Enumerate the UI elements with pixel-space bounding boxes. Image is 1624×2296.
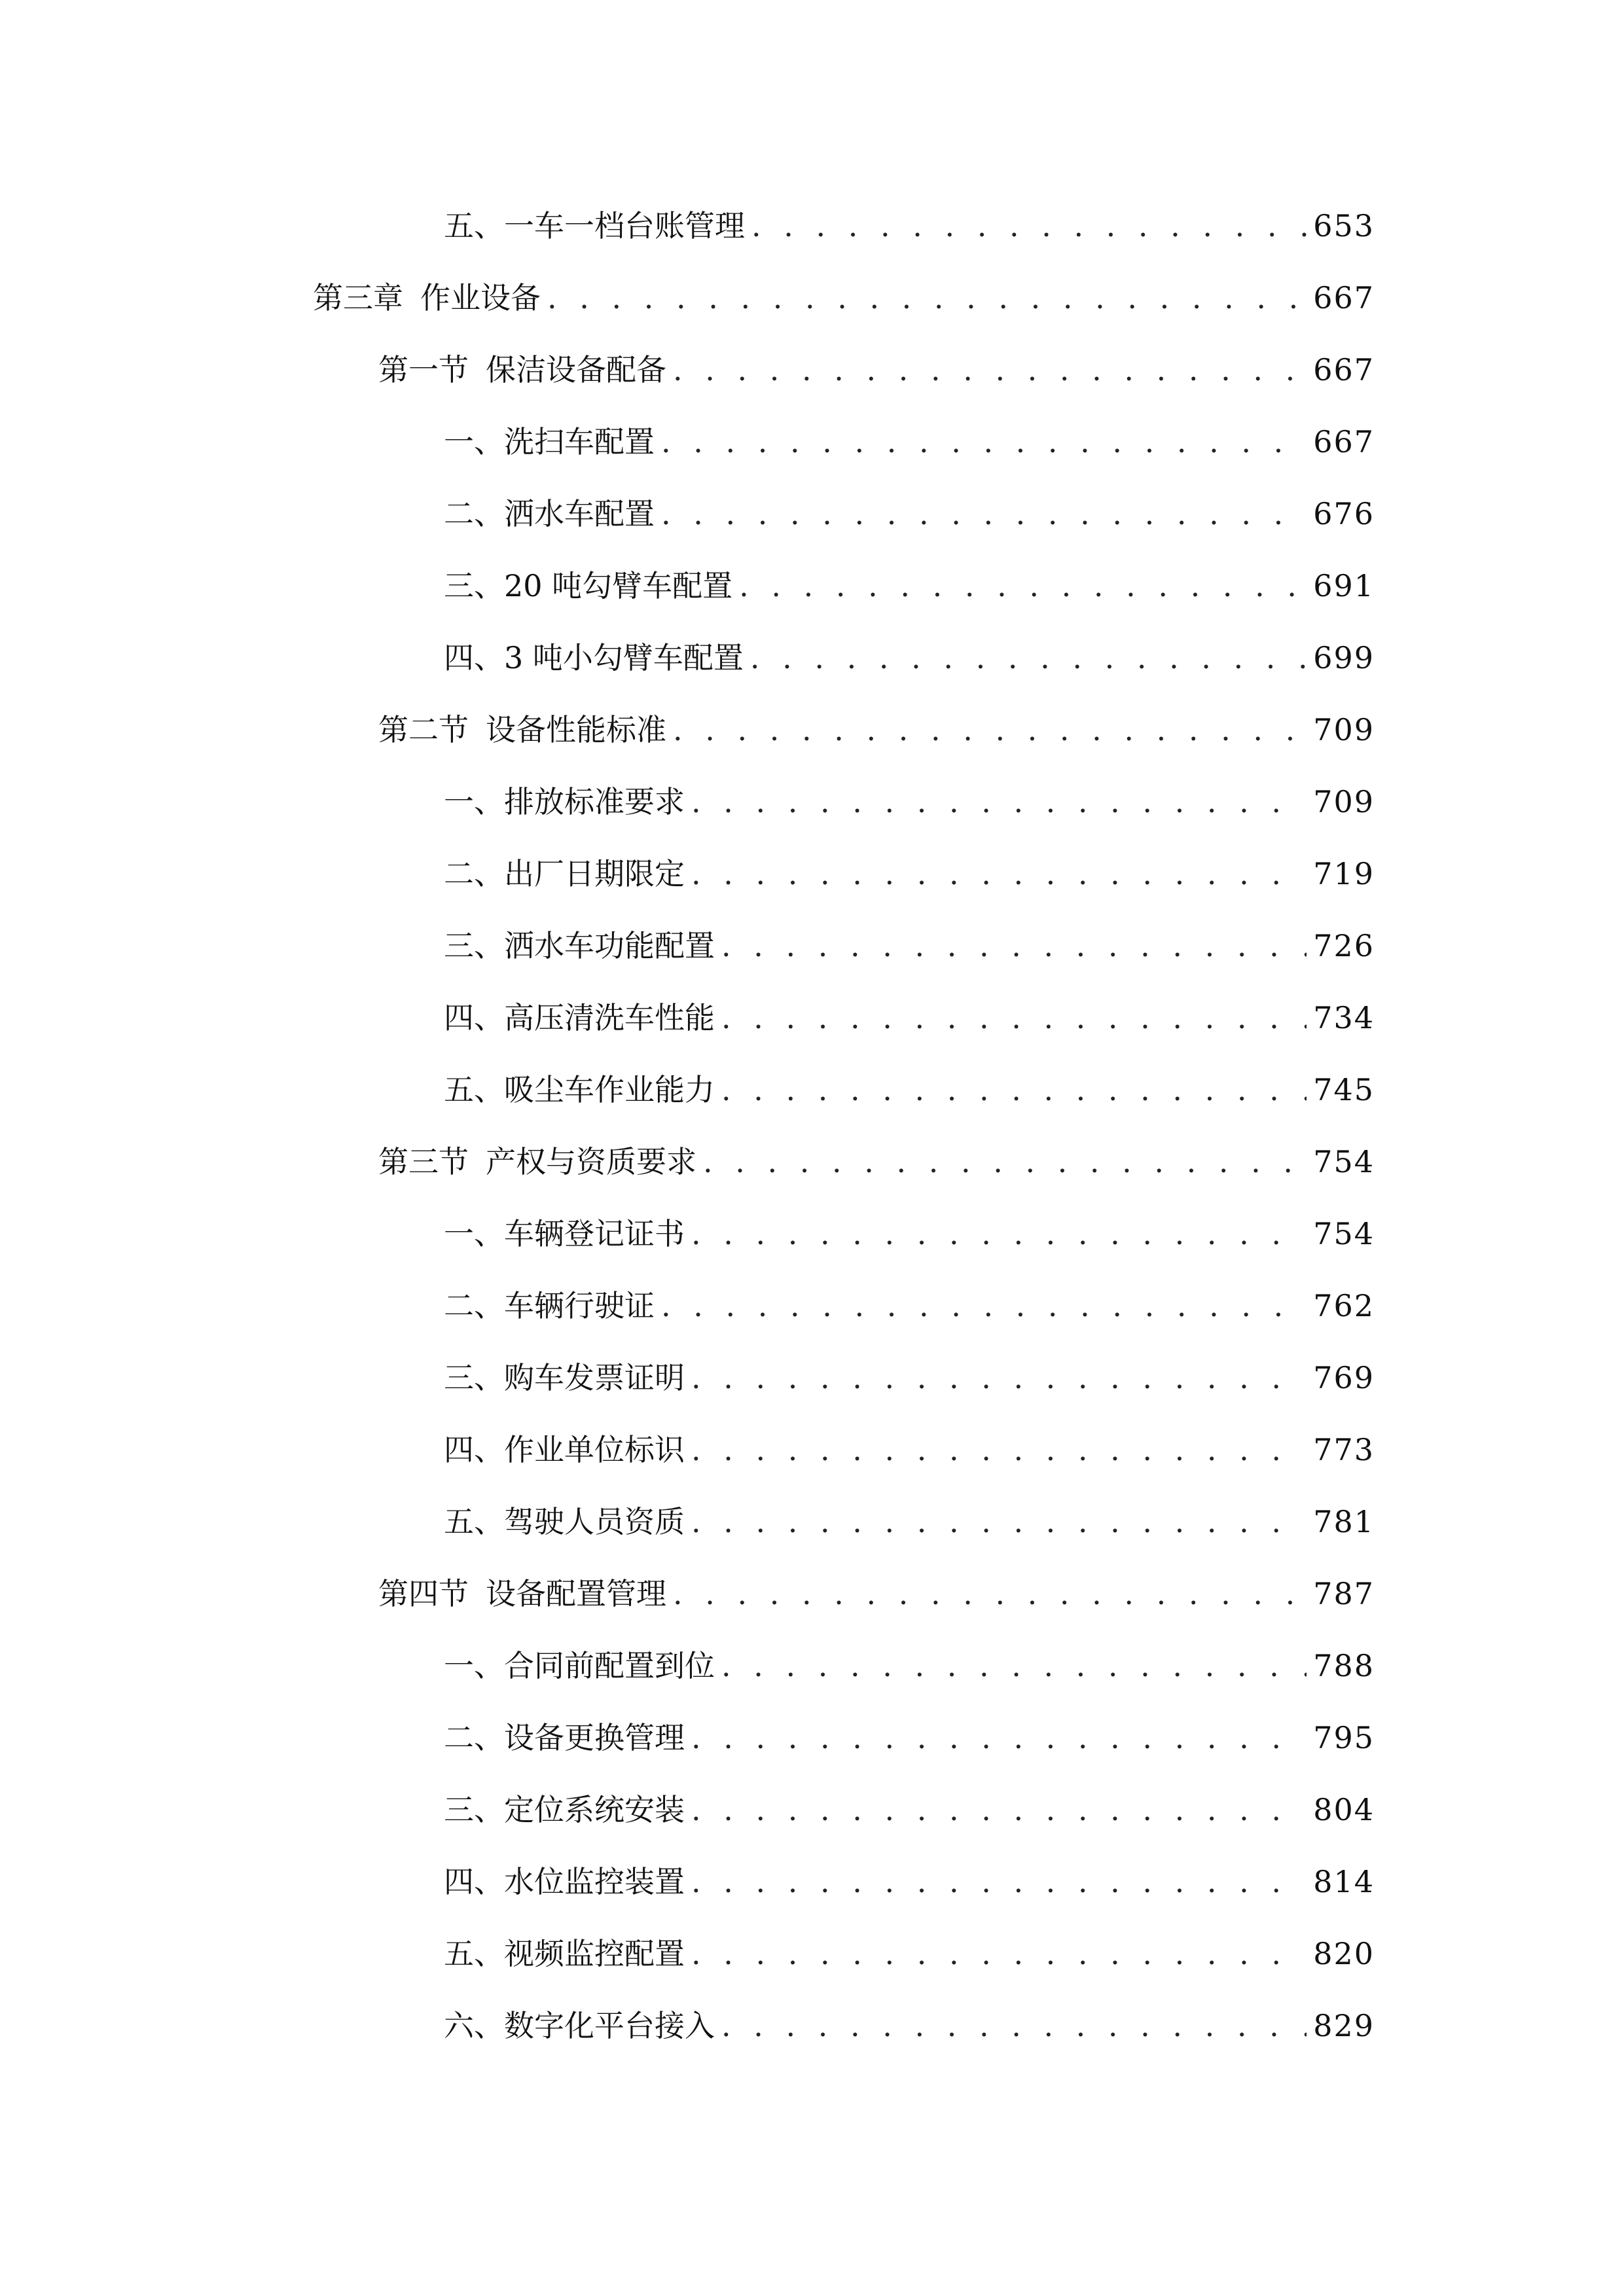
entry-prefix: 五、	[444, 208, 504, 243]
entry-page-number: 820	[1313, 1936, 1375, 1971]
entry-title: 洒水车配置	[504, 496, 655, 531]
toc-entry[interactable]	[444, 1774, 1624, 1846]
entry-page-number: 788	[1313, 1648, 1375, 1683]
entry-title: 作业设备	[420, 280, 541, 315]
entry-title: 设备配置管理	[486, 1576, 666, 1611]
entry-title: 出厂日期限定	[504, 856, 685, 891]
toc-entry-section[interactable]	[378, 1126, 1624, 1198]
entry-prefix: 三、	[444, 928, 504, 963]
entry-prefix: 一、	[444, 784, 504, 819]
dot-leader	[661, 427, 1307, 457]
entry-title: 一车一档台账管理	[504, 208, 745, 243]
dot-leader	[721, 931, 1307, 961]
entry-prefix: 三、	[444, 1360, 504, 1395]
entry-title: 保洁设备配备	[486, 352, 666, 387]
dot-leader	[661, 499, 1307, 529]
toc-entry[interactable]	[444, 190, 1624, 262]
dot-leader	[691, 1363, 1307, 1393]
entry-page-number: 814	[1313, 1864, 1375, 1899]
entry-prefix: 二、	[444, 1288, 504, 1323]
entry-page-number: 804	[1313, 1792, 1375, 1827]
dot-leader	[691, 1795, 1307, 1825]
dot-leader	[721, 2011, 1307, 2041]
entry-page-number: 719	[1313, 856, 1375, 891]
entry-page-number: 653	[1313, 208, 1375, 243]
entry-prefix: 第二节	[378, 712, 469, 747]
entry-title: 设备性能标准	[486, 712, 666, 747]
entry-prefix: 二、	[444, 856, 504, 891]
entry-page-number: 676	[1313, 496, 1375, 531]
entry-page-number: 667	[1313, 280, 1375, 315]
toc-entry[interactable]	[444, 1486, 1624, 1558]
entry-title: 洗扫车配置	[504, 424, 655, 459]
dot-leader	[703, 1147, 1307, 1177]
entry-title: 定位系统安装	[504, 1792, 685, 1827]
entry-title: 3 吨小勾臂车配置	[504, 640, 744, 675]
entry-page-number: 667	[1313, 352, 1375, 387]
toc-entry[interactable]	[444, 1702, 1624, 1774]
entry-prefix: 第三节	[378, 1144, 469, 1179]
dot-leader	[721, 1075, 1307, 1105]
dot-leader	[547, 283, 1307, 313]
toc-entry-section[interactable]	[378, 1558, 1624, 1630]
entry-page-number: 691	[1313, 568, 1375, 603]
entry-prefix: 二、	[444, 496, 504, 531]
entry-page-number: 709	[1313, 784, 1375, 819]
toc-entry[interactable]	[444, 1990, 1624, 2062]
dot-leader	[691, 1507, 1307, 1537]
dot-leader	[691, 1723, 1307, 1753]
dot-leader	[691, 1867, 1307, 1897]
entry-title: 合同前配置到位	[504, 1648, 715, 1683]
entry-title: 洒水车功能配置	[504, 928, 715, 963]
toc-entry-chapter[interactable]	[313, 262, 1624, 334]
entry-prefix: 四、	[444, 1864, 504, 1899]
dot-leader	[691, 1219, 1307, 1249]
entry-title: 吸尘车作业能力	[504, 1072, 715, 1107]
entry-title: 视频监控配置	[504, 1936, 685, 1971]
entry-page-number: 829	[1313, 2008, 1375, 2043]
toc-entry[interactable]	[444, 910, 1624, 982]
entry-prefix: 一、	[444, 424, 504, 459]
entry-page-number: 709	[1313, 712, 1375, 747]
entry-title: 车辆行驶证	[504, 1288, 655, 1323]
entry-title: 车辆登记证书	[504, 1216, 685, 1251]
entry-prefix: 第一节	[378, 352, 469, 387]
dot-leader	[673, 355, 1307, 385]
toc-entry[interactable]	[444, 838, 1624, 910]
entry-prefix: 五、	[444, 1072, 504, 1107]
dot-leader	[673, 715, 1307, 745]
toc-entry-section[interactable]	[378, 694, 1624, 766]
dot-leader	[691, 787, 1307, 817]
entry-title: 产权与资质要求	[486, 1144, 696, 1179]
entry-page-number: 734	[1313, 1000, 1375, 1035]
entry-page-number: 781	[1313, 1504, 1375, 1539]
toc-entry[interactable]	[444, 1846, 1624, 1918]
toc-entry[interactable]	[444, 1054, 1624, 1126]
entry-prefix: 四、	[444, 640, 504, 675]
dot-leader	[661, 1291, 1307, 1321]
entry-page-number: 726	[1313, 928, 1375, 963]
entry-title: 20 吨勾臂车配置	[504, 568, 733, 603]
dot-leader	[721, 1651, 1307, 1681]
entry-prefix: 五、	[444, 1504, 504, 1539]
entry-title: 购车发票证明	[504, 1360, 685, 1395]
entry-page-number: 745	[1313, 1072, 1375, 1107]
entry-page-number: 754	[1313, 1216, 1375, 1251]
entry-title: 数字化平台接入	[504, 2008, 715, 2043]
entry-prefix: 一、	[444, 1648, 504, 1683]
toc-entry[interactable]	[444, 1270, 1624, 1342]
entry-prefix: 四、	[444, 1000, 504, 1035]
dot-leader	[691, 1435, 1307, 1465]
entry-page-number: 795	[1313, 1720, 1375, 1755]
entry-title: 驾驶人员资质	[504, 1504, 685, 1539]
entry-page-number: 754	[1313, 1144, 1375, 1179]
toc-entry[interactable]	[444, 766, 1624, 838]
toc-entry[interactable]	[444, 622, 1624, 694]
entry-page-number: 762	[1313, 1288, 1375, 1323]
toc-entry[interactable]	[444, 406, 1624, 478]
table-of-contents	[0, 190, 1624, 2062]
toc-entry-section[interactable]	[378, 334, 1624, 406]
entry-title: 设备更换管理	[504, 1720, 685, 1755]
dot-leader	[691, 859, 1307, 889]
toc-entry[interactable]	[444, 550, 1624, 622]
toc-entry[interactable]	[444, 1918, 1624, 1990]
dot-leader	[673, 1579, 1307, 1609]
toc-entry[interactable]	[444, 1342, 1624, 1414]
entry-prefix: 五、	[444, 1936, 504, 1971]
toc-entry[interactable]	[444, 1630, 1624, 1702]
entry-title: 水位监控装置	[504, 1864, 685, 1899]
toc-entry[interactable]	[444, 1414, 1624, 1486]
entry-page-number: 699	[1313, 640, 1375, 675]
entry-title: 作业单位标识	[504, 1432, 685, 1467]
dot-leader	[751, 211, 1307, 241]
entry-prefix: 第三章	[313, 280, 403, 315]
entry-page-number: 667	[1313, 424, 1375, 459]
entry-prefix: 三、	[444, 1792, 504, 1827]
dot-leader	[739, 571, 1307, 601]
toc-entry[interactable]	[444, 478, 1624, 550]
entry-prefix: 六、	[444, 2008, 504, 2043]
entry-page-number: 769	[1313, 1360, 1375, 1395]
entry-prefix: 一、	[444, 1216, 504, 1251]
entry-prefix: 二、	[444, 1720, 504, 1755]
entry-page-number: 787	[1313, 1576, 1375, 1611]
toc-entry[interactable]	[444, 982, 1624, 1054]
entry-page-number: 773	[1313, 1432, 1375, 1467]
dot-leader	[750, 643, 1307, 673]
entry-title: 高压清洗车性能	[504, 1000, 715, 1035]
entry-prefix: 第四节	[378, 1576, 469, 1611]
entry-prefix: 四、	[444, 1432, 504, 1467]
dot-leader	[721, 1003, 1307, 1033]
dot-leader	[691, 1939, 1307, 1969]
entry-title: 排放标准要求	[504, 784, 685, 819]
entry-prefix: 三、	[444, 568, 504, 603]
toc-entry[interactable]	[444, 1198, 1624, 1270]
